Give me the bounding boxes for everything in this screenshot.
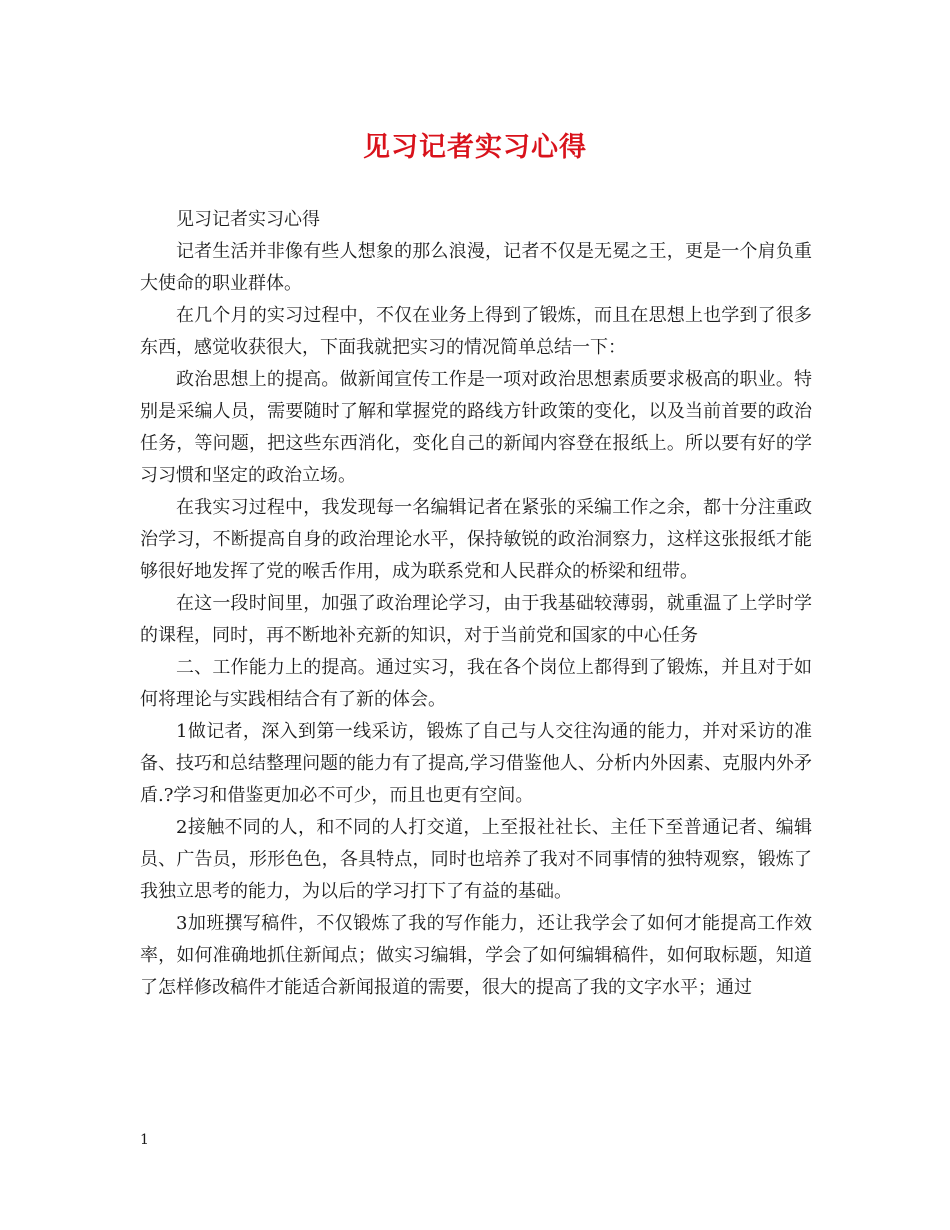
paragraph: 1做记者，深入到第一线采访，锻炼了自己与人交往沟通的能力，并对采访的准备、技巧和总结整理问题的能力有了提高,学习借鉴他人、分析内外因素、克服内外矛盾.?学习和借鉴更加必不可少，而且也更有空间。 bbox=[140, 721, 812, 806]
paragraph: 在我实习过程中，我发现每一名编辑记者在紧张的采编工作之余，都十分注重政治学习，不断提高自身的政治理论水平，保持敏锐的政治洞察力，这样这张报纸才能够很好地发挥了党的喉舌作用，成为联系党和人民群众的桥梁和纽带。 bbox=[140, 497, 812, 582]
paragraph: 二、工作能力上的提高。通过实习，我在各个岗位上都得到了锻炼，并且对于如何将理论与实践相结合有了新的体会。 bbox=[140, 657, 812, 710]
paragraph: 3加班撰写稿件，不仅锻炼了我的写作能力，还让我学会了如何才能提高工作效率，如何准确地抓住新闻点；做实习编辑，学会了如何编辑稿件，如何取标题，知道了怎样修改稿件才能适合新闻报道的需要，很大的提高了我的文字水平；通过 bbox=[140, 913, 812, 998]
paragraph-subtitle: 见习记者实习心得 bbox=[176, 209, 320, 230]
paragraph: 在几个月的实习过程中，不仅在业务上得到了锻炼，而且在思想上也学到了很多东西，感觉收获很大，下面我就把实习的情况简单总结一下： bbox=[140, 305, 812, 358]
document-body bbox=[140, 204, 812, 1004]
paragraph: 2接触不同的人，和不同的人打交道，上至报社社长、主任下至普通记者、编辑员、广告员，形形色色，各具特点，同时也培养了我对不同事情的独特观察，锻炼了我独立思考的能力，为以后的学习打下了有益的基础。 bbox=[140, 817, 812, 902]
document-title: 见习记者实习心得 bbox=[363, 132, 587, 163]
paragraph: 在这一段时间里，加强了政治理论学习，由于我基础较薄弱，就重温了上学时学的课程，同时，再不断地补充新的知识，对于当前党和国家的中心任务 bbox=[140, 593, 812, 646]
paragraph: 政治思想上的提高。做新闻宣传工作是一项对政治思想素质要求极高的职业。特别是采编人员，需要随时了解和掌握党的路线方针政策的变化，以及当前首要的政治任务，等问题，把这些东西消化，变化自己的新闻内容登在报纸上。所以要有好的学习习惯和坚定的政治立场。 bbox=[140, 369, 812, 486]
paragraph: 记者生活并非像有些人想象的那么浪漫，记者不仅是无冕之王，更是一个肩负重大使命的职业群体。 bbox=[140, 241, 812, 294]
page-number: 1 bbox=[140, 1132, 149, 1148]
